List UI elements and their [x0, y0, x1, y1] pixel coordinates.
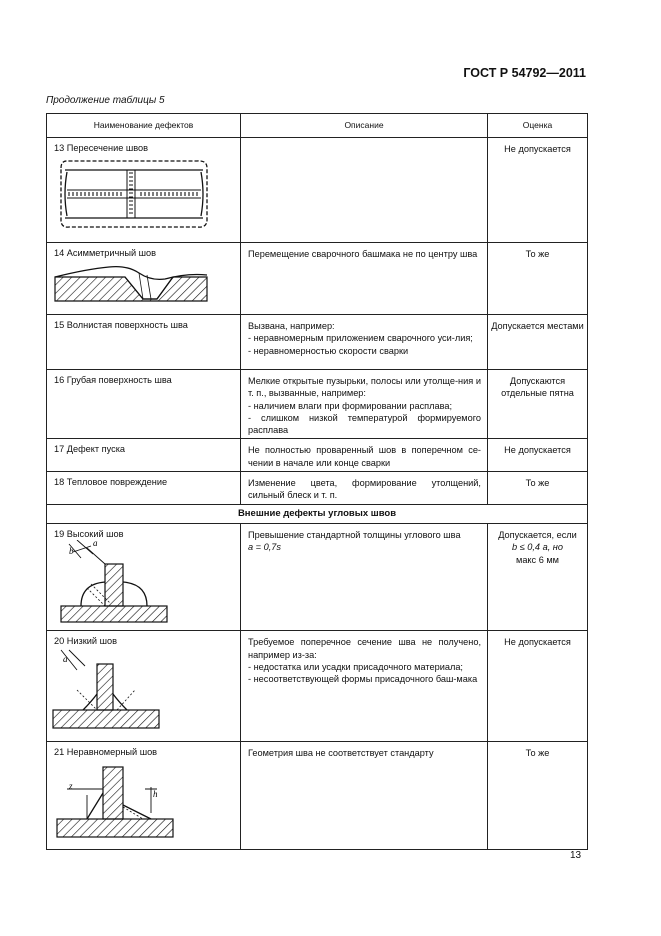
- table-header-row: [47, 114, 588, 138]
- table-row: [47, 742, 588, 850]
- grade-line: Допускается, если: [498, 529, 577, 540]
- defect-description: Перемещение сварочного башмака не по центру шва: [241, 243, 488, 315]
- section-title: Внешние дефекты угловых швов: [47, 504, 588, 523]
- section-row: [47, 504, 588, 523]
- description-line: - неравномерным приложением сварочного уси-лия;: [248, 333, 473, 344]
- defect-description: Не полностью проваренный шов в поперечном се-чении в начале или конце сварки: [241, 439, 488, 472]
- defect-description: Изменение цвета, формирование утолщений, сильный блеск и т. п.: [241, 472, 488, 505]
- defects-table: [46, 113, 588, 850]
- defect-description: Геометрия шва не соответствует стандарту: [241, 742, 488, 850]
- dimension-label-h: h: [153, 788, 158, 799]
- description-line: Требуемое поперечное сечение шва не получено, например из-за:: [248, 637, 481, 660]
- description-text: Превышение стандартной толщины углового шва: [248, 529, 461, 540]
- description-line: Вызвана, например:: [248, 321, 335, 331]
- defect-name: 21 Неравномерный шов: [54, 747, 158, 758]
- defect-grade: Не допускается: [488, 439, 588, 472]
- defect-grade: То же: [488, 742, 588, 850]
- description-line: - наличием влаги при формировании расплава;: [248, 400, 453, 411]
- defect-name: 20 Низкий шов: [54, 636, 117, 647]
- defect-name: 17 Дефект пуска: [47, 439, 241, 472]
- page-number: 13: [570, 850, 582, 861]
- table-row: [47, 138, 588, 243]
- defect-name: 15 Волнистая поверхность шва: [47, 315, 241, 370]
- column-header-description: Описание: [241, 114, 488, 138]
- table-row: [47, 315, 588, 370]
- defect-grade: [488, 523, 588, 630]
- defect-name: 16 Грубая поверхность шва: [47, 370, 241, 439]
- defect-grade: То же: [488, 472, 588, 505]
- description-line: Мелкие открытые пузырьки, полосы или утолще-ния и т. п., вызванные, например:: [248, 376, 481, 399]
- defect-grade: Допускается местами: [488, 315, 588, 370]
- uneven-weld-figure: [47, 759, 222, 849]
- table-row: [47, 472, 588, 505]
- defect-description: [241, 315, 488, 370]
- column-header-name: Наименование дефектов: [47, 114, 241, 138]
- defect-name: 19 Высокий шов: [54, 528, 124, 539]
- description-line: - несоответствующей формы присадочного баш-мака: [248, 674, 478, 685]
- grade-line: макс 6 мм: [516, 554, 559, 565]
- table-row: [47, 370, 588, 439]
- crossing-welds-figure: [47, 154, 217, 234]
- column-header-grade: Оценка: [488, 114, 588, 138]
- dimension-label-b: b: [69, 546, 74, 557]
- defect-grade: Допускаются отдельные пятна: [488, 370, 588, 439]
- description-line: - недостатка или усадки присадочного материала;: [248, 661, 463, 672]
- table-row: [47, 439, 588, 472]
- asymmetric-weld-figure: [47, 259, 222, 307]
- defect-description: [241, 523, 488, 630]
- description-line: - неравномерностью скорости сварки: [248, 345, 409, 356]
- description-line: - слишком низкой температурой формируемого расплава: [248, 412, 481, 436]
- defect-name: 13 Пересечение швов: [54, 143, 149, 153]
- high-weld-figure: [47, 540, 222, 630]
- low-weld-figure: [47, 648, 222, 738]
- grade-line: b ≤ 0,4 a, но: [512, 542, 563, 553]
- defect-grade: То же: [488, 243, 588, 315]
- table-row: [47, 631, 588, 742]
- dimension-label-a: a: [93, 540, 98, 549]
- dimension-label-z: z: [69, 780, 73, 791]
- defect-description: [241, 370, 488, 439]
- table-row: [47, 523, 588, 630]
- defect-name: 18 Тепловое повреждение: [47, 472, 241, 505]
- dimension-label-a: a: [63, 653, 68, 664]
- defect-grade: Не допускается: [488, 138, 588, 243]
- document-code: ГОСТ Р 54792—2011: [463, 66, 586, 80]
- table-row: [47, 243, 588, 315]
- defect-name: 14 Асимметричный шов: [54, 248, 157, 258]
- defect-description: [241, 631, 488, 742]
- description-formula: a = 0,7s: [248, 542, 281, 553]
- defect-grade: Не допускается: [488, 631, 588, 742]
- table-caption: Продолжение таблицы 5: [46, 95, 165, 106]
